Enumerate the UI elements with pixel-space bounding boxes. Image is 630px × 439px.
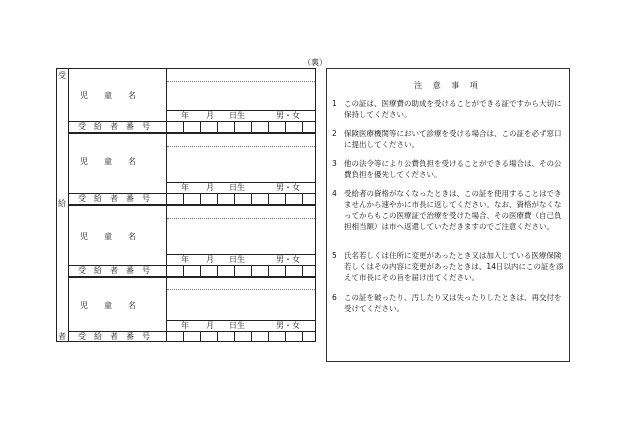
- cell-divider: [285, 121, 286, 132]
- cell-divider: [268, 121, 269, 132]
- child-name-label-4: 児 童 名: [80, 301, 136, 310]
- cell-divider: [183, 193, 184, 204]
- cell-divider: [268, 265, 269, 276]
- sex-label-2: 男・女: [276, 183, 300, 192]
- side-char-1: 受: [58, 71, 66, 80]
- cell-divider: [166, 121, 167, 132]
- birth-year-label-1: 年: [181, 111, 189, 120]
- cell-divider: [234, 193, 235, 204]
- child-name-label-3: 児 童 名: [80, 232, 136, 241]
- name-dotted-line-1: [167, 81, 315, 82]
- note-item-5: [332, 250, 566, 283]
- page-side-mark: （裏）: [303, 58, 327, 67]
- sex-label-3: 男・女: [276, 255, 300, 264]
- note-item-1: [332, 98, 566, 120]
- block-divider-3: [69, 276, 316, 278]
- child-name-label-1: 児 童 名: [80, 91, 136, 100]
- side-char-3: 者: [58, 332, 66, 341]
- cell-divider: [234, 265, 235, 276]
- birth-month-label-1: 月: [206, 111, 214, 120]
- cell-divider: [217, 265, 218, 276]
- cell-divider: [200, 331, 201, 342]
- birth-year-label-2: 年: [181, 183, 189, 192]
- cell-divider: [183, 121, 184, 132]
- note-text: この証は、医療費の助成を受けることができる証ですから大切に保持してください。: [344, 99, 562, 119]
- birth-year-label-4: 年: [181, 321, 189, 330]
- cell-divider: [200, 121, 201, 132]
- name-dotted-line-3: [167, 218, 315, 219]
- name-divider-3: [166, 204, 167, 265]
- sex-label-1: 男・女: [276, 111, 300, 120]
- cell-divider: [234, 331, 235, 342]
- note-item-2: [332, 128, 566, 150]
- cell-divider: [166, 193, 167, 204]
- birth-month-label-2: 月: [206, 183, 214, 192]
- birth-year-label-3: 年: [181, 255, 189, 264]
- recipient-no-label-1: 受 給 者 番 号: [78, 122, 150, 131]
- birth-day-label-4: 日生: [229, 321, 245, 330]
- block-divider-2: [69, 204, 316, 206]
- cell-divider: [302, 193, 303, 204]
- name-divider-4: [166, 276, 167, 331]
- recipient-no-label-3: 受 給 者 番 号: [78, 266, 150, 275]
- cell-divider: [166, 265, 167, 276]
- birth-day-label-1: 日生: [229, 111, 245, 120]
- name-divider-2: [166, 132, 167, 193]
- notes-title: 注 意 事 項: [414, 81, 482, 90]
- child-name-label-2: 児 童 名: [80, 157, 136, 166]
- cell-divider: [251, 265, 252, 276]
- note-text: 他の法令等により公費負担を受けることができる場合は、その公費負担を優先してください。: [344, 159, 562, 179]
- note-number: 6: [332, 293, 337, 302]
- note-number: 1: [332, 99, 337, 108]
- recipient-no-label-4: 受 給 者 番 号: [78, 332, 150, 341]
- cell-divider: [183, 265, 184, 276]
- birth-month-label-4: 月: [206, 321, 214, 330]
- cell-divider: [251, 193, 252, 204]
- cell-divider: [200, 265, 201, 276]
- cell-divider: [302, 331, 303, 342]
- side-char-2: 給: [58, 199, 66, 208]
- cell-divider: [166, 331, 167, 342]
- cell-divider: [183, 331, 184, 342]
- note-number: 3: [332, 159, 337, 168]
- cell-divider: [251, 331, 252, 342]
- cell-divider: [285, 193, 286, 204]
- birth-month-label-3: 月: [206, 255, 214, 264]
- note-text: 保険医療機関等において診療を受ける場合は、この証を必ず窓口に提出してください。: [344, 129, 562, 149]
- note-text: 氏名若しくは住所に変更があったとき又は加入している医療保険若しくはその内容に変更があったときは、14日以内にこの証を添えて市長にその旨を届け出てください。: [344, 251, 564, 282]
- name-dotted-line-2: [167, 146, 315, 147]
- birth-day-label-3: 日生: [229, 255, 245, 264]
- cell-divider: [268, 193, 269, 204]
- cell-divider: [217, 121, 218, 132]
- note-number: 4: [332, 189, 337, 198]
- recipient-no-label-2: 受 給 者 番 号: [78, 194, 150, 203]
- cell-divider: [234, 121, 235, 132]
- note-number: 5: [332, 251, 337, 260]
- cell-divider: [217, 193, 218, 204]
- birth-day-label-2: 日生: [229, 183, 245, 192]
- cell-divider: [302, 265, 303, 276]
- cell-divider: [200, 193, 201, 204]
- name-dotted-line-4: [167, 289, 315, 290]
- block-divider-1: [69, 132, 316, 134]
- note-item-4: [332, 188, 566, 232]
- sex-label-4: 男・女: [276, 321, 300, 330]
- cell-divider: [285, 331, 286, 342]
- note-number: 2: [332, 129, 337, 138]
- cell-divider: [251, 121, 252, 132]
- cell-divider: [302, 121, 303, 132]
- note-item-6: [332, 292, 566, 314]
- cell-divider: [217, 331, 218, 342]
- note-text: 受給者の資格がなくなったときは、この証を使用することはできませんから速やかに市長に返してください。なお、資格がなくなってからもこの医療証で治療を受けた場合、その医療費（自己負担相当額）は市へ返還していただきますのでご注意ください。: [344, 189, 562, 231]
- name-divider-1: [166, 68, 167, 121]
- cell-divider: [268, 331, 269, 342]
- note-item-3: [332, 158, 566, 180]
- note-text: この証を破ったり、汚したり又は失ったりしたときは、再交付を受けてください。: [344, 293, 562, 313]
- cell-divider: [285, 265, 286, 276]
